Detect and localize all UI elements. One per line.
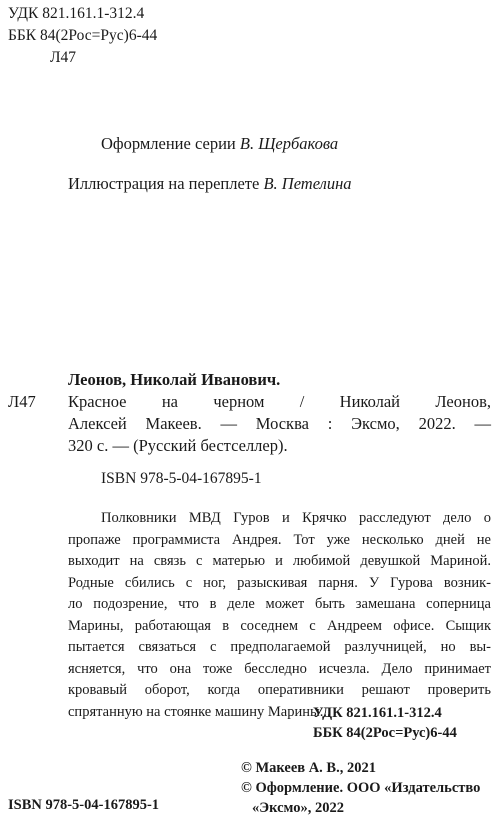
cover-illustration-name: В. Петелина — [263, 174, 352, 193]
copyright-author: © Макеев А. В., 2021 — [241, 760, 376, 776]
cover-illustration-credit — [68, 173, 352, 195]
udk-code-top: УДК 821.161.1-312.4 — [8, 5, 145, 22]
annotation-line: ясняется, что она тоже бесследно исчезла. Дело принимает — [68, 660, 491, 677]
series-design-name: В. Щербакова — [239, 134, 339, 153]
copyright-publisher: «Эксмо», 2022 — [252, 800, 344, 816]
author-mark-top: Л47 — [50, 49, 77, 66]
annotation-line: кровавый оборот, когда оперативники решают проверить — [68, 682, 491, 698]
annotation-line: выходит на связь с матерью и любимой девушкой Мариной. — [68, 553, 491, 569]
annotation-line: Родные сбились с ног, разыскивая парня. У Гурова возник- — [68, 574, 491, 591]
annotation-line: Полковники МВД Гуров и Крячко расследуют дело о — [101, 510, 491, 526]
annotation-line: пытается связаться с предполагаемой разлучницей, но вы- — [68, 639, 491, 655]
cover-illustration-label: Иллюстрация на переплете — [68, 174, 260, 193]
annotation-line: Марины, работающая в соседнем с Андреем офисе. Сыщик — [68, 617, 491, 634]
udk-code-bottom: УДК 821.161.1-312.4 — [313, 705, 442, 721]
catalog-isbn: ISBN 978-5-04-167895-1 — [101, 470, 262, 487]
description-line: Алексей Макеев. — Москва : Эксмо, 2022. — — [68, 414, 491, 433]
bbk-code-top: ББК 84(2Рос=Рус)6-44 — [8, 27, 158, 44]
annotation-line: пропаже программиста Андрея. Тот уже несколько дней не — [68, 531, 491, 548]
description-line: 320 с. — (Русский бестселлер). — [68, 436, 288, 455]
annotation — [68, 508, 491, 723]
copyright-design: © Оформление. ООО «Издательство — [241, 780, 481, 796]
series-design-credit — [101, 133, 338, 155]
catalog-heading: Леонов, Николай Иванович. — [68, 370, 281, 389]
bbk-code-bottom: ББК 84(2Рос=Рус)6-44 — [313, 725, 457, 741]
series-design-label: Оформление серии — [101, 134, 236, 153]
annotation-line: ло подозрение, что в деле может быть замешана соперница — [68, 596, 491, 612]
annotation-line: спрятанную на стоянке машину Марины... — [68, 703, 331, 720]
author-mark-entry: Л47 — [8, 392, 36, 411]
isbn-bottom: ISBN 978-5-04-167895-1 — [8, 797, 160, 813]
description-line: Красное на черном / Николай Леонов, — [68, 392, 491, 411]
catalog-description — [68, 391, 491, 457]
